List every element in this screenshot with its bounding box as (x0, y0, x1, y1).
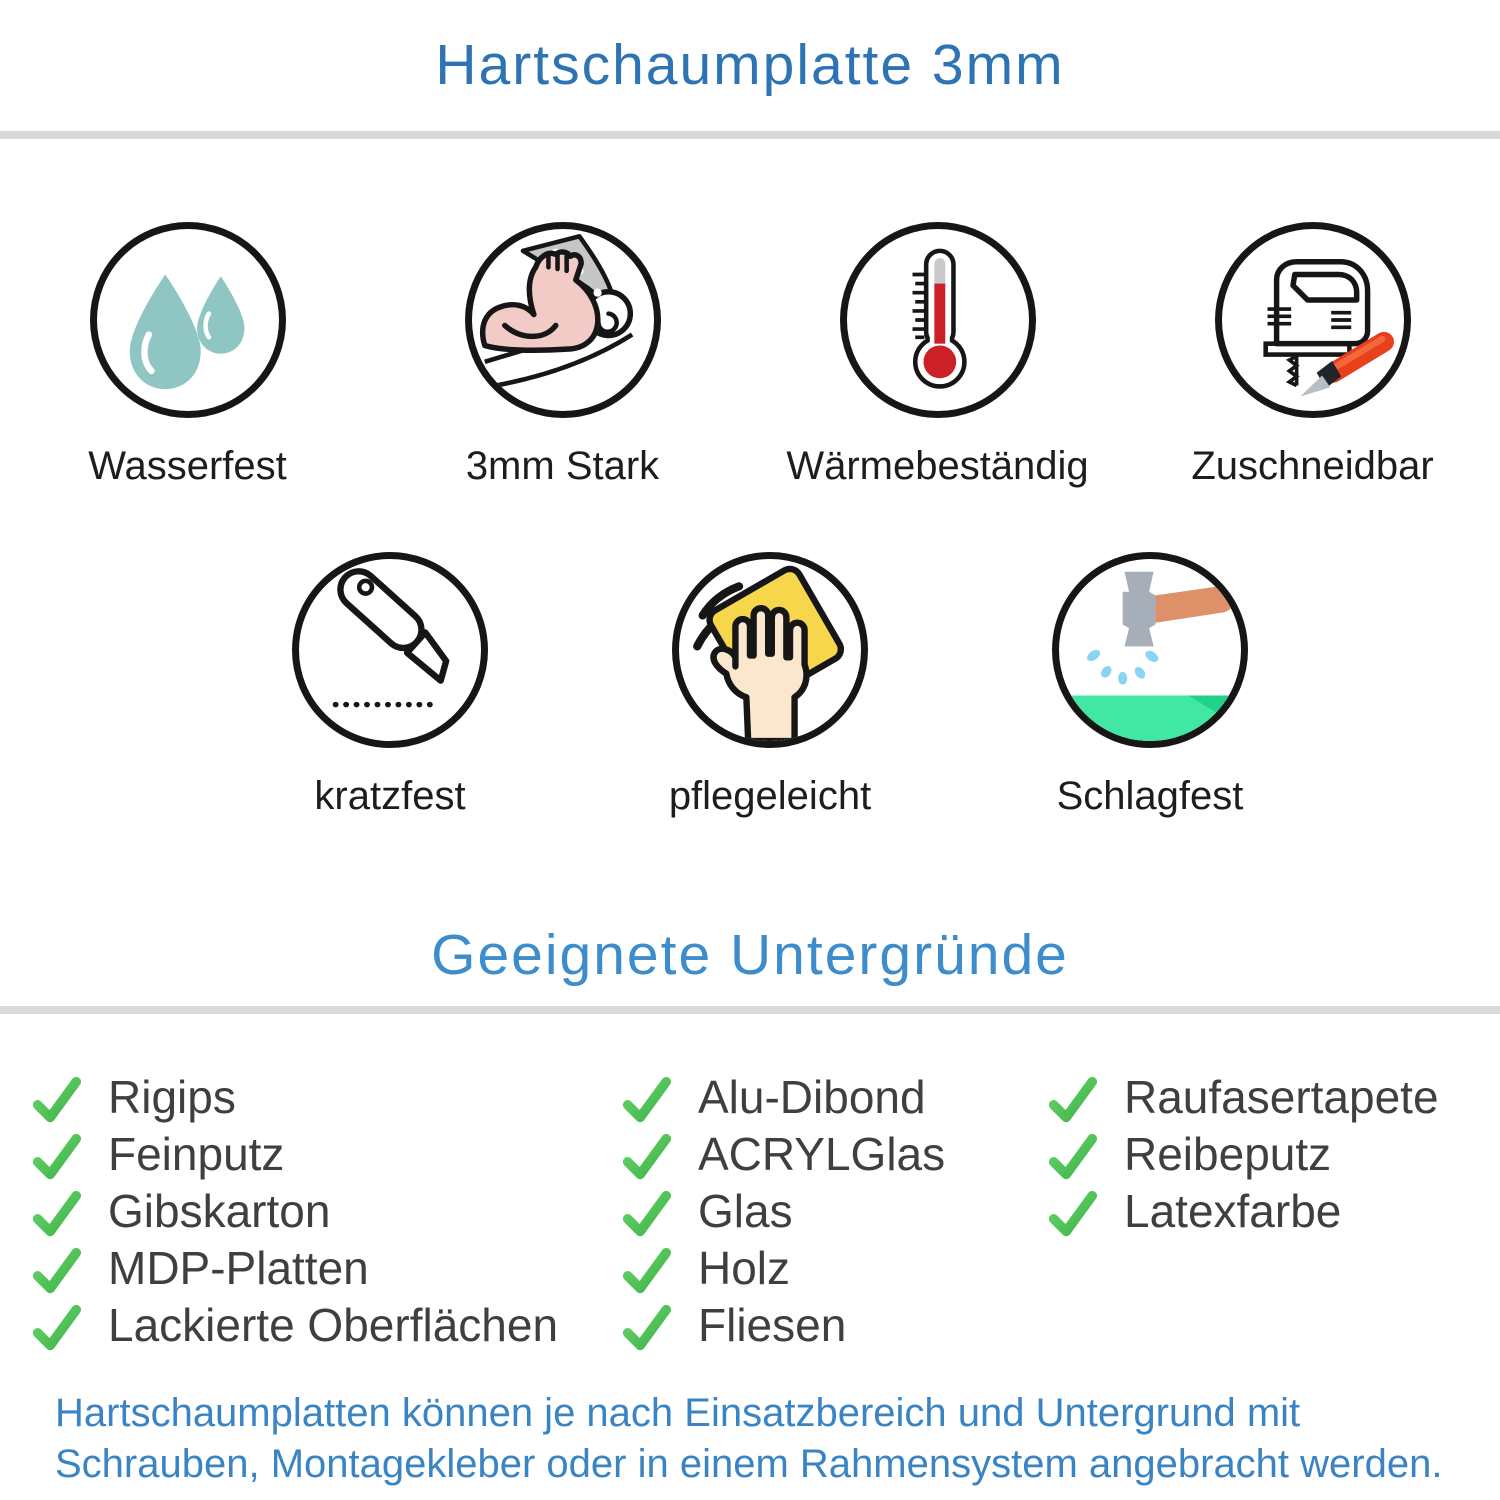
flexed-arm-icon (472, 229, 654, 411)
mounting-note-line1: Hartschaumplatten können je nach Einsatzbereich und Untergrund mit (55, 1391, 1301, 1435)
list-item-label: Feinputz (108, 1127, 285, 1180)
check-icon (618, 1245, 672, 1299)
divider-middle (0, 1006, 1500, 1014)
check-icon (1044, 1188, 1098, 1242)
divider-top (0, 131, 1500, 139)
feature-label: kratzfest (314, 774, 466, 818)
check-icon (28, 1302, 82, 1356)
list-item (1044, 1068, 1439, 1125)
list-item (28, 1296, 558, 1353)
section-title-untergruende: Geeignete Untergründe (431, 923, 1069, 987)
list-item (618, 1182, 945, 1239)
feature-kratzfest (200, 552, 580, 819)
utility-knife-icon (299, 559, 481, 741)
list-item (1044, 1125, 1439, 1182)
list-item (28, 1182, 558, 1239)
jigsaw-cutter-icon (1222, 229, 1404, 411)
list-item (618, 1296, 945, 1353)
feature-schlagfest (960, 552, 1340, 819)
check-icon (618, 1188, 672, 1242)
substrate-column-1 (28, 1068, 558, 1353)
water-drops-icon (97, 229, 279, 411)
feature-wasserfest (0, 222, 375, 489)
feature-label: Schlagfest (1056, 774, 1244, 818)
check-icon (28, 1245, 82, 1299)
check-icon (1044, 1131, 1098, 1185)
feature-label: pflegeleicht (668, 774, 872, 818)
substrate-column-3 (1044, 1068, 1439, 1239)
list-item (28, 1239, 558, 1296)
check-icon (28, 1188, 82, 1242)
list-item (618, 1239, 945, 1296)
check-icon (618, 1131, 672, 1185)
list-item (618, 1068, 945, 1125)
list-item-label: Rigips (108, 1070, 236, 1123)
feature-pflegeleicht (580, 552, 960, 819)
mounting-note-line2: Schrauben, Montagekleber oder in einem Rahmensystem angebracht werden. (55, 1442, 1443, 1486)
check-icon (28, 1074, 82, 1128)
check-icon (618, 1302, 672, 1356)
list-item-label: Reibeputz (1124, 1127, 1332, 1180)
check-icon (618, 1074, 672, 1128)
list-item-label: Alu-Dibond (698, 1070, 926, 1123)
list-item-label: ACRYLGlas (698, 1127, 946, 1180)
wiping-hand-icon (679, 559, 861, 741)
hammer-icon (1059, 559, 1241, 741)
check-icon (28, 1131, 82, 1185)
list-item (1044, 1182, 1439, 1239)
list-item-label: Raufasertapete (1124, 1070, 1439, 1123)
feature-label: Wärmebeständig (786, 444, 1089, 488)
list-item-label: Glas (698, 1184, 793, 1237)
feature-label: 3mm Stark (465, 444, 660, 488)
feature-row-1 (0, 222, 1500, 489)
list-item-label: Gibskarton (108, 1184, 331, 1237)
feature-label: Zuschneidbar (1191, 444, 1434, 488)
feature-zuschneidbar (1125, 222, 1500, 489)
thermometer-icon (847, 229, 1029, 411)
feature-row-2 (200, 552, 1340, 819)
feature-3mm-stark (375, 222, 750, 489)
list-item (618, 1125, 945, 1182)
list-item-label: MDP-Platten (108, 1241, 369, 1294)
list-item-label: Lackierte Oberflächen (108, 1298, 559, 1351)
feature-waermebestaendig (750, 222, 1125, 489)
list-item (28, 1068, 558, 1125)
list-item-label: Fliesen (698, 1298, 847, 1351)
list-item-label: Holz (698, 1241, 791, 1294)
list-item (28, 1125, 558, 1182)
mounting-note (55, 1388, 1442, 1490)
check-icon (1044, 1074, 1098, 1128)
page-title: Hartschaumplatte 3mm (435, 33, 1065, 97)
list-item-label: Latexfarbe (1124, 1184, 1342, 1237)
feature-label: Wasserfest (88, 444, 287, 488)
substrate-column-2 (618, 1068, 945, 1353)
